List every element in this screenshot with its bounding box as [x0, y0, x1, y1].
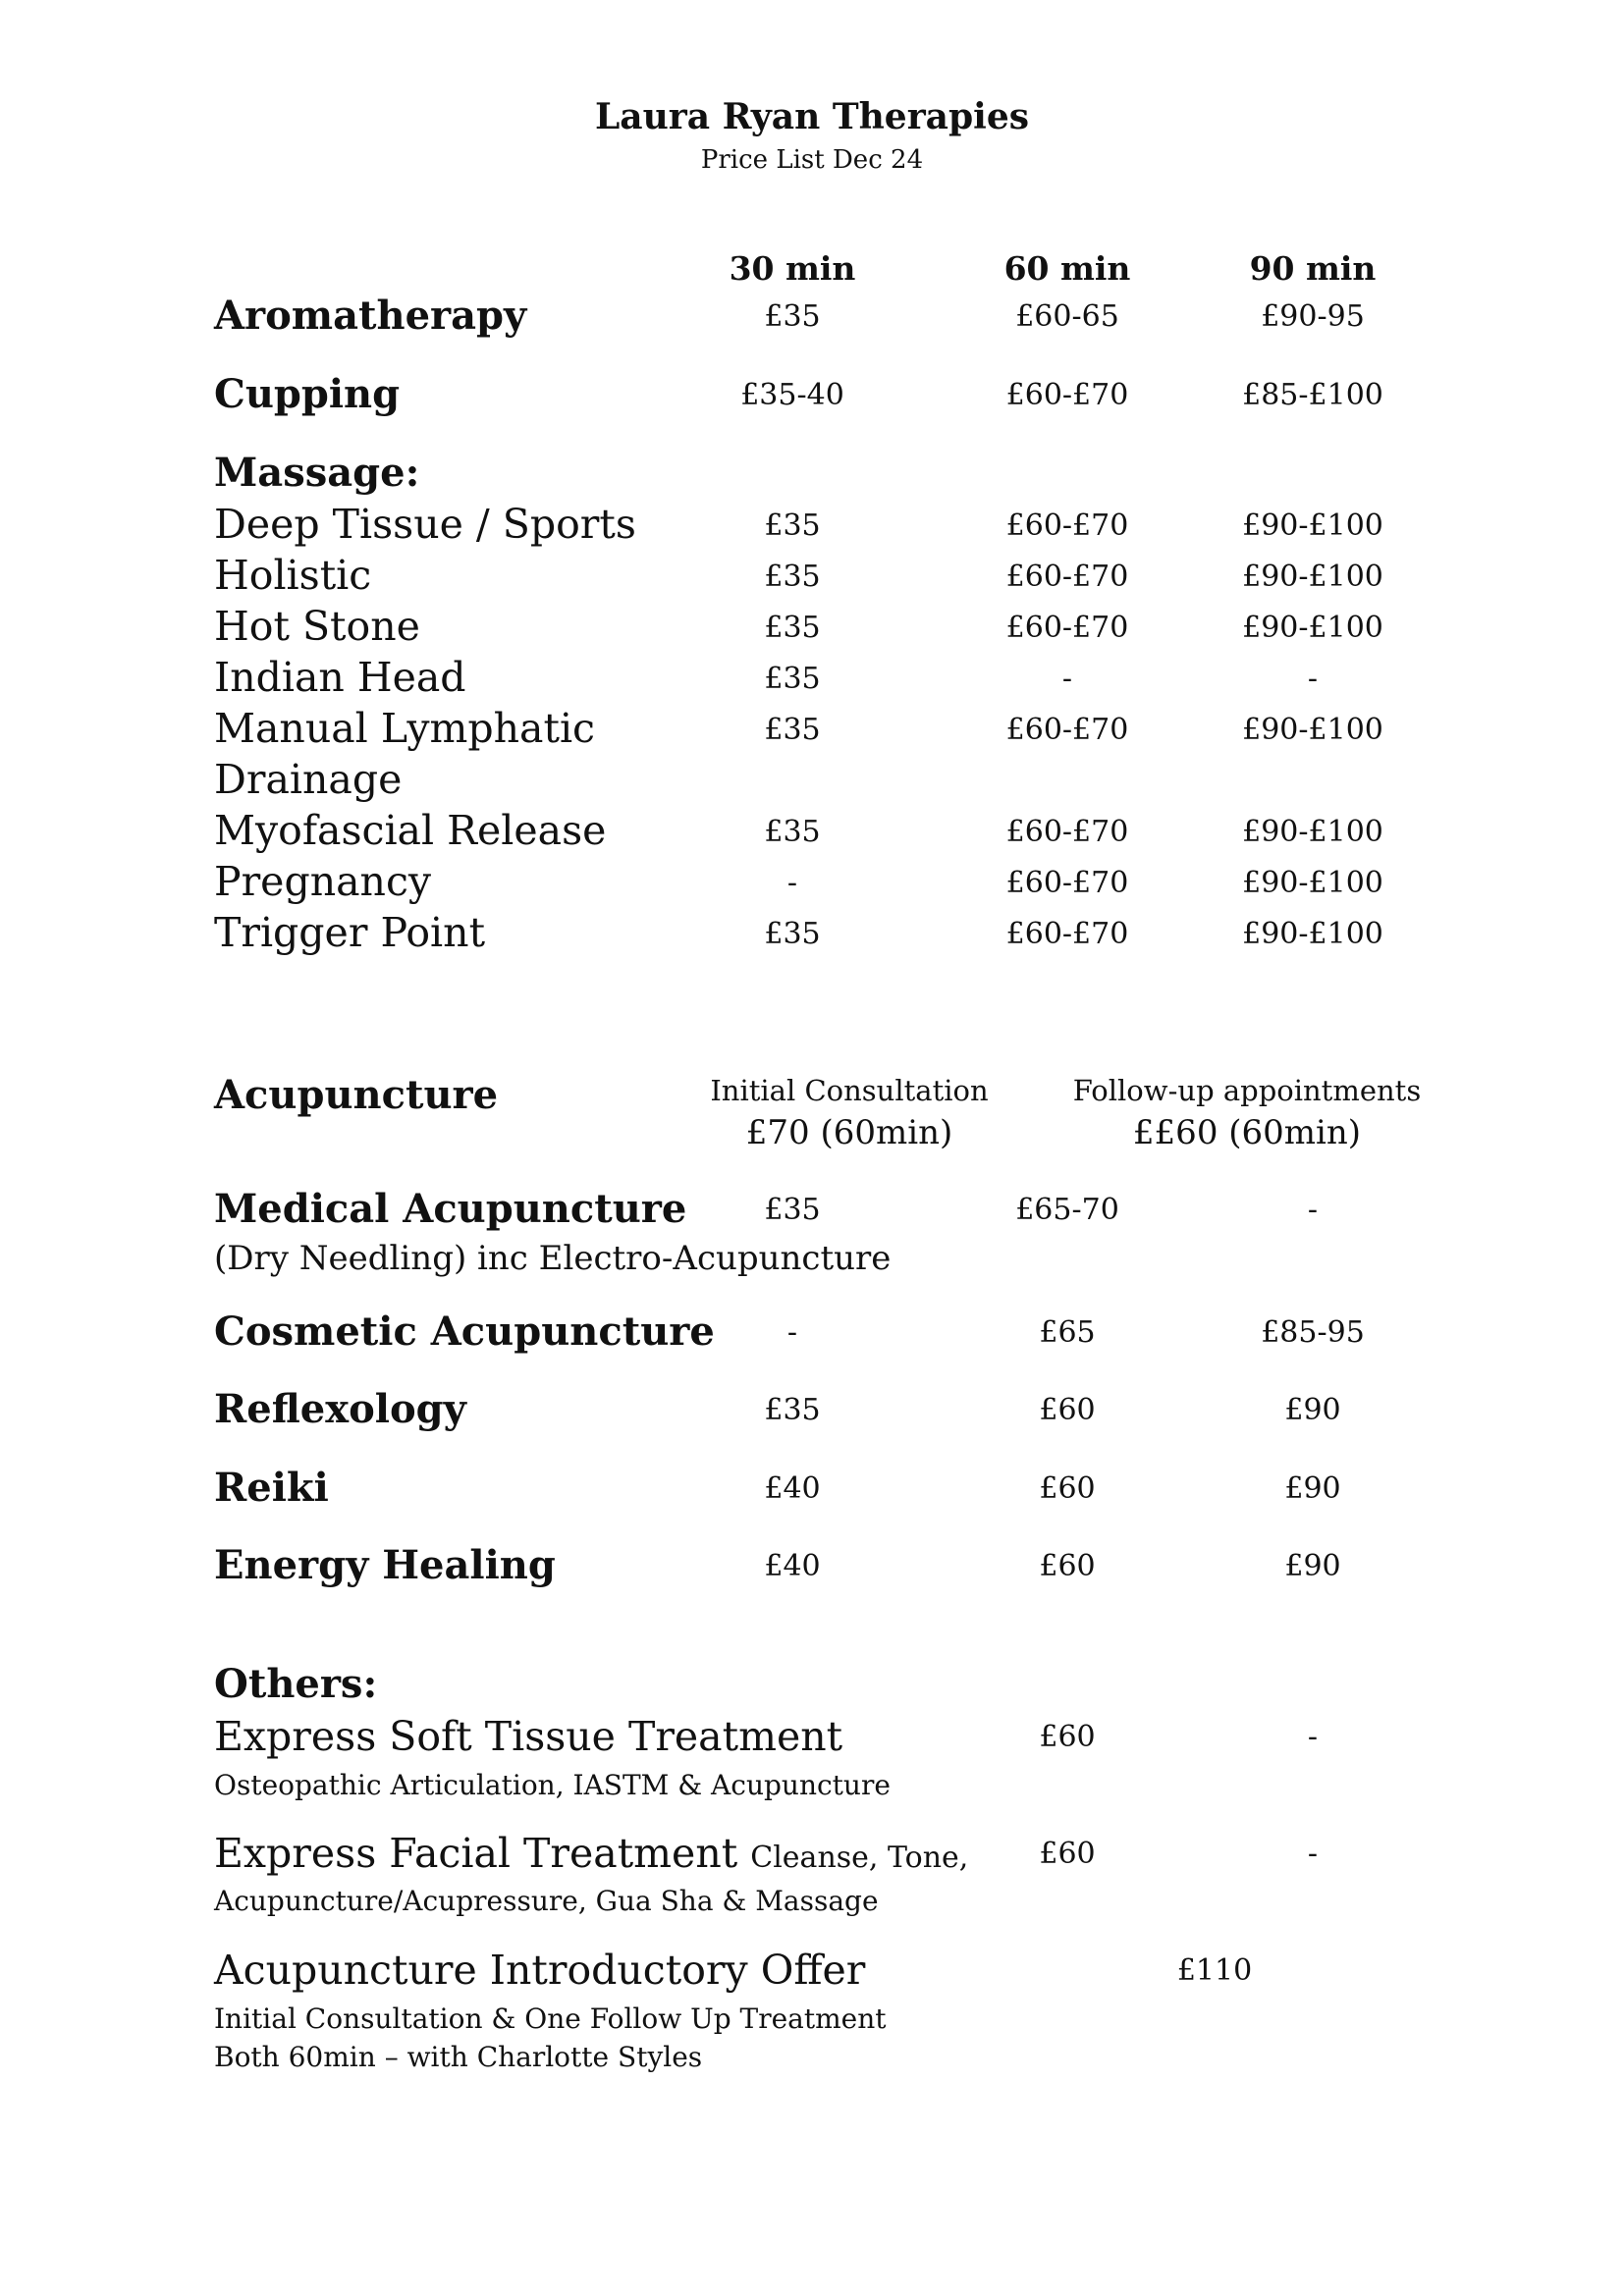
cupping-name: Cupping: [214, 371, 401, 417]
massage-item-price-60: £60-£70: [1005, 866, 1129, 900]
massage-item-price-30: £35: [764, 662, 821, 696]
medical-acupuncture-price-90: -: [1307, 1193, 1319, 1227]
massage-item-price-30: £35: [764, 611, 821, 645]
cosmetic-acupuncture-price-30: -: [786, 1315, 798, 1350]
column-header-30: 30 min: [729, 249, 856, 288]
massage-item-name: Holistic: [214, 552, 372, 599]
massage-item-price-90: £90-£100: [1242, 917, 1383, 951]
massage-item-price-90: £90-£100: [1242, 866, 1383, 900]
cosmetic-acupuncture-price-90: £85-95: [1261, 1315, 1365, 1350]
page-title: Laura Ryan Therapies: [594, 96, 1030, 137]
express-facial-price-90: -: [1307, 1837, 1319, 1871]
massage-item-price-90: £90-£100: [1242, 713, 1383, 747]
reiki-price-60: £60: [1039, 1471, 1096, 1506]
massage-item-price-90: -: [1307, 662, 1319, 696]
medical-acupuncture-note: (Dry Needling) inc Electro-Acupuncture: [214, 1239, 892, 1278]
aromatherapy-name: Aromatherapy: [214, 293, 527, 339]
energy-healing-price-30: £40: [764, 1549, 821, 1583]
intro-offer-note-1: Initial Consultation & One Follow Up Treatment: [214, 2002, 887, 2035]
aromatherapy-price-30: £35: [764, 299, 821, 334]
cupping-price-90: £85-£100: [1242, 378, 1383, 412]
massage-item-price-30: £35: [764, 815, 821, 849]
massage-item-name: Myofascial Release: [214, 807, 607, 854]
massage-item-price-60: £60-£70: [1005, 713, 1129, 747]
column-header-90: 90 min: [1249, 249, 1377, 288]
medical-acupuncture-name: Medical Acupuncture: [214, 1186, 687, 1232]
reflexology-price-90: £90: [1284, 1393, 1341, 1427]
massage-item-name: Drainage: [214, 756, 403, 803]
massage-item-name: Hot Stone: [214, 603, 420, 650]
express-facial-name: Express Facial Treatment: [214, 1830, 738, 1877]
express-soft-tissue-name: Express Soft Tissue Treatment: [214, 1713, 843, 1760]
massage-item-price-30: £35: [764, 560, 821, 594]
intro-offer-name: Acupuncture Introductory Offer: [214, 1947, 866, 1994]
express-soft-tissue-price-60: £60: [1039, 1720, 1096, 1754]
cosmetic-acupuncture-name: Cosmetic Acupuncture: [214, 1308, 715, 1355]
express-soft-tissue-price-90: -: [1307, 1720, 1319, 1754]
massage-item-price-90: £90-£100: [1242, 815, 1383, 849]
massage-item-name: Trigger Point: [214, 909, 486, 956]
reiki-name: Reiki: [214, 1465, 329, 1511]
massage-item-name: Indian Head: [214, 654, 466, 701]
massage-item-price-30: £35: [764, 713, 821, 747]
massage-item-name: Pregnancy: [214, 858, 432, 905]
cupping-price-30: £35-40: [740, 378, 844, 412]
cupping-price-60: £60-£70: [1005, 378, 1129, 412]
initial-consultation-label: Initial Consultation: [710, 1074, 989, 1107]
acupuncture-name: Acupuncture: [214, 1072, 499, 1118]
express-soft-tissue-note: Osteopathic Articulation, IASTM & Acupuncture: [214, 1769, 891, 1801]
energy-healing-price-60: £60: [1039, 1549, 1096, 1583]
massage-item-price-90: £90-£100: [1242, 611, 1383, 645]
energy-healing-name: Energy Healing: [214, 1542, 556, 1588]
reflexology-name: Reflexology: [214, 1386, 466, 1432]
page-subtitle: Price List Dec 24: [700, 145, 924, 175]
aromatherapy-price-60: £60-65: [1015, 299, 1119, 334]
reflexology-price-60: £60: [1039, 1393, 1096, 1427]
massage-item-price-60: £60-£70: [1005, 917, 1129, 951]
massage-item-name: Deep Tissue / Sports: [214, 501, 636, 548]
reiki-price-30: £40: [764, 1471, 821, 1506]
medical-acupuncture-price-60: £65-70: [1015, 1193, 1119, 1227]
aromatherapy-price-90: £90-95: [1261, 299, 1365, 334]
followup-price: ££60 (60min): [1132, 1113, 1362, 1152]
followup-label: Follow-up appointments: [1072, 1074, 1422, 1107]
energy-healing-price-90: £90: [1284, 1549, 1341, 1583]
massage-item-price-60: £60-£70: [1005, 611, 1129, 645]
express-facial-line: [214, 1830, 968, 1877]
massage-item-price-30: £35: [764, 917, 821, 951]
massage-item-price-60: -: [1061, 662, 1073, 696]
massage-heading: Massage:: [214, 450, 420, 496]
massage-item-name: Manual Lymphatic: [214, 705, 596, 752]
massage-item-price-60: £60-£70: [1005, 815, 1129, 849]
massage-item-price-60: £60-£70: [1005, 560, 1129, 594]
express-facial-inline-note: Cleanse, Tone,: [750, 1841, 969, 1875]
massage-item-price-60: £60-£70: [1005, 508, 1129, 543]
massage-item-price-90: £90-£100: [1242, 560, 1383, 594]
massage-item-price-90: £90-£100: [1242, 508, 1383, 543]
initial-consultation-price: £70 (60min): [745, 1113, 953, 1152]
express-facial-note: Acupuncture/Acupressure, Gua Sha & Massage: [214, 1885, 879, 1917]
massage-item-price-30: £35: [764, 508, 821, 543]
massage-item-price-30: -: [786, 866, 798, 900]
medical-acupuncture-price-30: £35: [764, 1193, 821, 1227]
reiki-price-90: £90: [1284, 1471, 1341, 1506]
intro-offer-note-2: Both 60min – with Charlotte Styles: [214, 2041, 703, 2073]
intro-offer-price: £110: [1176, 1953, 1253, 1988]
column-header-60: 60 min: [1003, 249, 1131, 288]
others-heading: Others:: [214, 1661, 378, 1707]
cosmetic-acupuncture-price-60: £65: [1039, 1315, 1096, 1350]
reflexology-price-30: £35: [764, 1393, 821, 1427]
express-facial-price-60: £60: [1039, 1837, 1096, 1871]
